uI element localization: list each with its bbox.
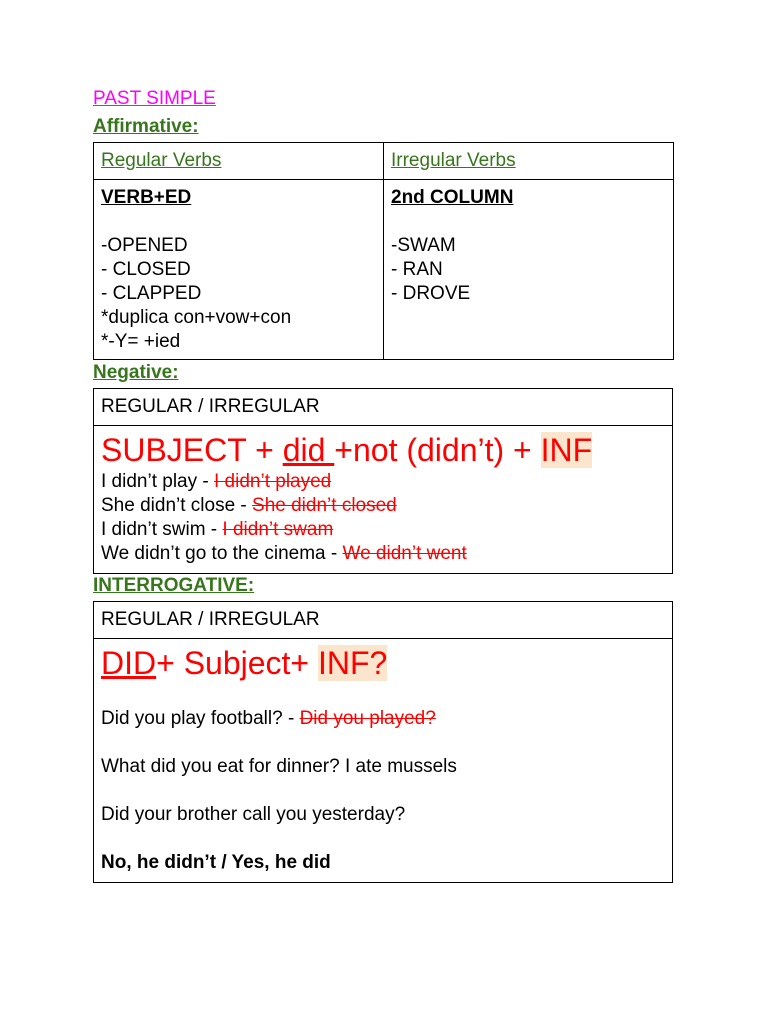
irregular-rule: 2nd COLUMN (391, 187, 514, 208)
negative-example (101, 470, 665, 494)
interrogative-heading: INTERROGATIVE: (93, 575, 255, 596)
negative-example (101, 494, 665, 518)
negative-formula-not: +not (didn’t) + (334, 432, 541, 468)
interrogative-answer: No, he didn’t / Yes, he did (101, 852, 331, 873)
negative-table (93, 388, 673, 574)
negative-example-wrong: She didn’t closed (252, 495, 397, 516)
negative-heading: Negative: (93, 362, 179, 383)
negative-example-correct: She didn’t close - (101, 495, 253, 516)
page-title: PAST SIMPLE (93, 88, 216, 109)
affirmative-heading: Affirmative: (93, 116, 199, 137)
irregular-item: -SWAM (391, 235, 456, 256)
irregular-item: - RAN (391, 259, 443, 280)
negative-example (101, 542, 665, 566)
interrogative-formula-did: DID (101, 645, 157, 681)
negative-table-header: REGULAR / IRREGULAR (94, 389, 673, 426)
regular-verbs-cell (94, 180, 384, 360)
negative-example-correct: I didn’t play - (101, 471, 214, 492)
regular-item: - CLAPPED (101, 283, 202, 304)
interrogative-table-header: REGULAR / IRREGULAR (94, 602, 673, 639)
irregular-verbs-cell (384, 180, 674, 360)
interrogative-formula-subject: + Subject+ (156, 645, 318, 681)
regular-item: - CLOSED (101, 259, 191, 280)
regular-verbs-header: Regular Verbs (94, 143, 384, 180)
irregular-verbs-header: Irregular Verbs (384, 143, 674, 180)
interrogative-example-correct: Did you play football? - (101, 708, 300, 729)
negative-example-wrong: I didn’t swam (222, 519, 334, 540)
negative-formula (101, 430, 665, 470)
interrogative-example-wrong: Did you played? (299, 708, 436, 729)
interrogative-example: Did your brother call you yesterday? (101, 804, 406, 825)
negative-example-correct: I didn’t swim - (101, 519, 223, 540)
regular-item: -OPENED (101, 235, 188, 256)
negative-content-cell (94, 426, 673, 574)
negative-formula-did: did (282, 432, 335, 468)
negative-formula-subject: SUBJECT + (101, 432, 283, 468)
regular-item: *-Y= +ied (101, 331, 181, 352)
interrogative-example (101, 707, 665, 731)
negative-example-wrong: We didn’t went (342, 543, 467, 564)
interrogative-example: What did you eat for dinner? I ate mussels (101, 756, 457, 777)
interrogative-formula-inf: INF? (318, 645, 388, 681)
interrogative-formula (101, 643, 665, 683)
regular-item: *duplica con+vow+con (101, 307, 292, 328)
regular-rule: VERB+ED (101, 187, 192, 208)
affirmative-table (93, 142, 674, 360)
negative-formula-inf: INF (540, 432, 593, 468)
interrogative-content-cell (94, 639, 673, 883)
negative-example-wrong: I didn’t played (214, 471, 332, 492)
irregular-item: - DROVE (391, 283, 471, 304)
interrogative-table (93, 601, 673, 883)
negative-example-correct: We didn’t go to the cinema - (101, 543, 343, 564)
negative-example (101, 518, 665, 542)
